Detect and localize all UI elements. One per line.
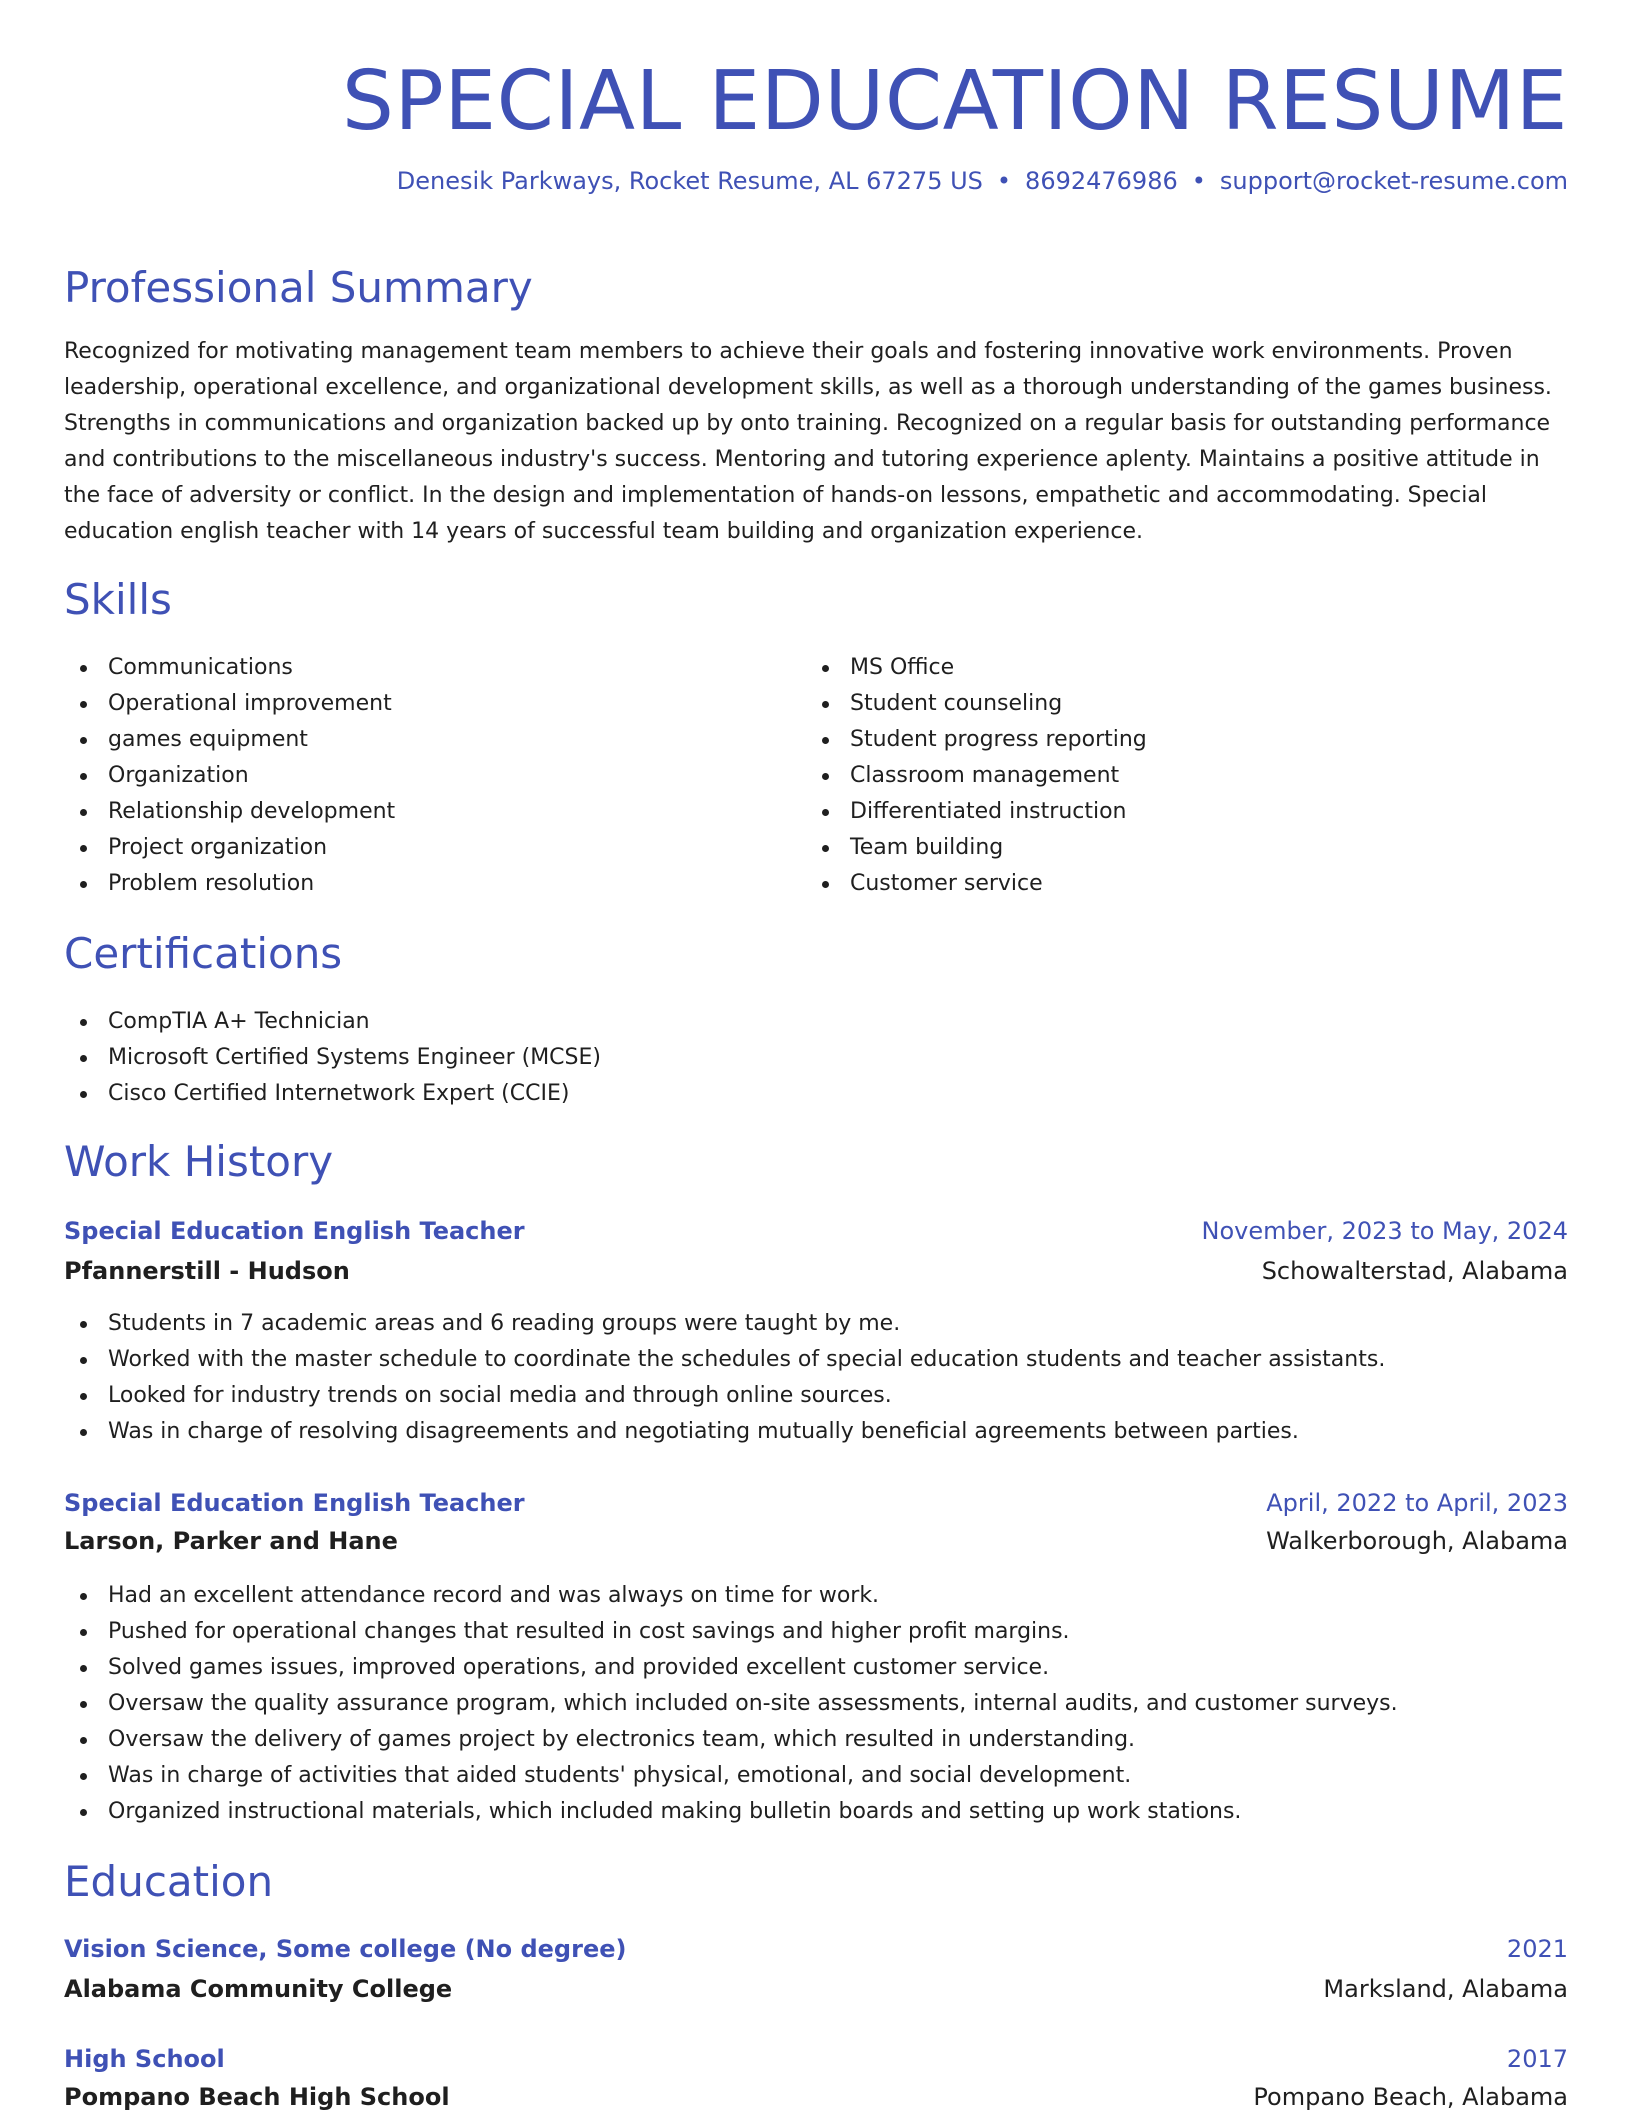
skill-item: Customer service [806, 866, 1546, 902]
resume-title: SPECIAL EDUCATION RESUME [341, 54, 1568, 149]
job-bullet: Pushed for operational changes that resulted in cost savings and higher profit margins. [64, 1614, 1568, 1650]
certifications-list [64, 1004, 1564, 1112]
job-bullet: Oversaw the delivery of games project by electronics team, which resulted in understanding. [64, 1722, 1568, 1758]
job-title: Special Education English Teacher [64, 1217, 525, 1245]
education-school-row [64, 2082, 1568, 2112]
skill-item: Student counseling [806, 686, 1546, 722]
job-bullet: Organized instructional materials, which included making bulletin boards and setting up work stations. [64, 1794, 1568, 1830]
job-bullet: Worked with the master schedule to coordinate the schedules of special education students and teacher assistants. [64, 1342, 1568, 1378]
skill-item: Classroom management [806, 758, 1546, 794]
certifications-heading: Certifications [64, 929, 343, 978]
skill-item: Communications [64, 650, 804, 686]
work-history-heading: Work History [64, 1137, 334, 1186]
skill-item: Differentiated instruction [806, 794, 1546, 830]
education-header-row [64, 1934, 1568, 1964]
education-location: Pompano Beach, Alabama [1253, 2083, 1568, 2111]
skill-item: Organization [64, 758, 804, 794]
education-year: 2017 [1506, 2045, 1568, 2073]
job-company: Larson, Parker and Hane [64, 1527, 398, 1555]
contact-separator: • [996, 167, 1012, 195]
skills-list-left [64, 650, 804, 902]
job-dates: November, 2023 to May, 2024 [1201, 1217, 1568, 1245]
job-bullet: Students in 7 academic areas and 6 reading groups were taught by me. [64, 1306, 1568, 1342]
job-bullet: Solved games issues, improved operations, and provided excellent customer service. [64, 1650, 1568, 1686]
skills-heading: Skills [64, 575, 172, 624]
summary-heading: Professional Summary [64, 263, 533, 312]
job-bullet: Was in charge of resolving disagreements and negotiating mutually beneficial agreements between parties. [64, 1414, 1568, 1450]
education-location: Marksland, Alabama [1323, 1975, 1568, 2003]
job-bullet: Was in charge of activities that aided students' physical, emotional, and social development. [64, 1758, 1568, 1794]
summary-text: Recognized for motivating management team members to achieve their goals and fostering innovative work environments. Proven leadership, operational excellence, and organizational development skills, as well as a thorough understanding of the games business. Strengths in communications and organization backed up by onto training. Recognized on a regular basis for outstanding performance and contributions to the miscellaneous industry's success. Mentoring and tutoring experience aplenty. Maintains a positive attitude in the face of adversity or conflict. In the design and implementation of hands-on lessons, empathetic and accommodating. Special education english teacher with 14 years of successful team building and organization experience. [64, 339, 1552, 544]
certification-item: CompTIA A+ Technician [64, 1004, 1564, 1040]
education-degree: High School [64, 2045, 225, 2073]
contact-email[interactable]: support@rocket-resume.com [1219, 167, 1568, 195]
job-title: Special Education English Teacher [64, 1489, 525, 1517]
contact-phone: 8692476986 [1025, 167, 1178, 195]
job-bullet-list [64, 1306, 1568, 1450]
education-school-row [64, 1974, 1568, 2004]
education-heading: Education [64, 1857, 274, 1906]
certification-item: Microsoft Certified Systems Engineer (MCSE) [64, 1040, 1564, 1076]
skill-item: Student progress reporting [806, 722, 1546, 758]
skill-item: Project organization [64, 830, 804, 866]
skill-item: games equipment [64, 722, 804, 758]
job-bullet: Looked for industry trends on social media and through online sources. [64, 1378, 1568, 1414]
skill-item: Team building [806, 830, 1546, 866]
job-bullet: Had an excellent attendance record and was always on time for work. [64, 1578, 1568, 1614]
certification-item: Cisco Certified Internetwork Expert (CCIE) [64, 1076, 1564, 1112]
job-company-row [64, 1256, 1568, 1286]
job-company: Pfannerstill - Hudson [64, 1257, 350, 1285]
job-bullet-list [64, 1578, 1568, 1830]
education-degree: Vision Science, Some college (No degree) [64, 1935, 627, 1963]
job-company-row [64, 1526, 1568, 1556]
education-school: Pompano Beach High School [64, 2083, 450, 2111]
contact-separator: • [1191, 167, 1206, 195]
skills-list-right [806, 650, 1546, 902]
skill-item: MS Office [806, 650, 1546, 686]
job-location: Walkerborough, Alabama [1266, 1527, 1568, 1555]
education-school: Alabama Community College [64, 1975, 453, 2003]
contact-address: Denesik Parkways, Rocket Resume, AL 67275 US [396, 167, 983, 195]
job-header-row [64, 1488, 1568, 1518]
job-header-row [64, 1216, 1568, 1246]
job-location: Schowalterstad, Alabama [1261, 1257, 1568, 1285]
education-header-row [64, 2044, 1568, 2074]
job-bullet: Oversaw the quality assurance program, which included on-site assessments, internal audits, and customer surveys. [64, 1686, 1568, 1722]
job-dates: April, 2022 to April, 2023 [1266, 1489, 1568, 1517]
skill-item: Problem resolution [64, 866, 804, 902]
contact-line [397, 166, 1568, 196]
skill-item: Relationship development [64, 794, 804, 830]
skill-item: Operational improvement [64, 686, 804, 722]
education-year: 2021 [1506, 1935, 1568, 1963]
